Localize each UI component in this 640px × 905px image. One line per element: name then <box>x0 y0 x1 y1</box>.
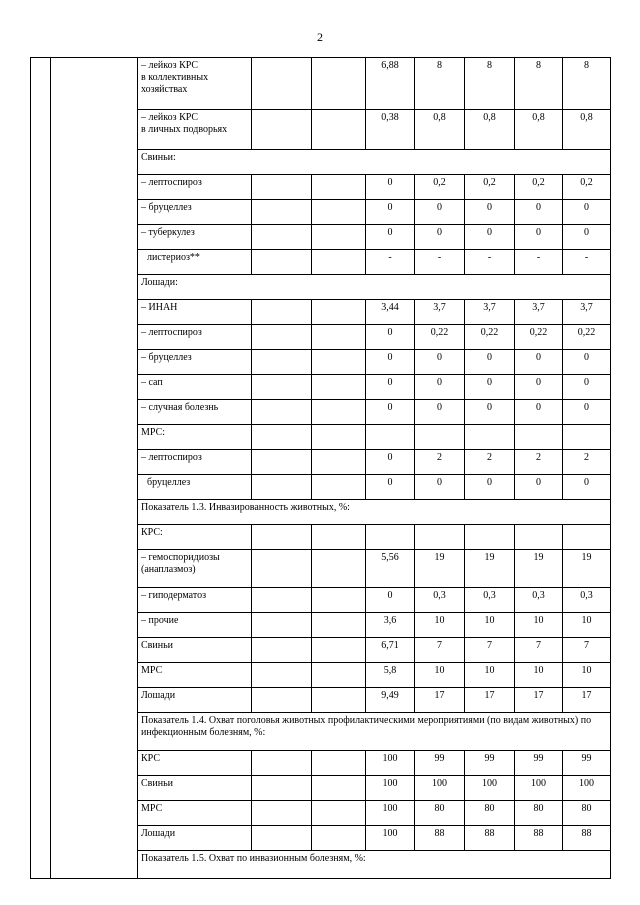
blank-cell <box>312 751 366 776</box>
value-cell <box>563 425 611 450</box>
value-cell <box>366 525 415 550</box>
blank-cell <box>252 200 312 225</box>
value-cell: - <box>415 250 465 275</box>
table-body <box>138 58 611 879</box>
blank-cell <box>312 425 366 450</box>
value-cell: 7 <box>515 638 563 663</box>
value-cell <box>563 525 611 550</box>
table-row <box>138 275 611 300</box>
value-cell: 0,2 <box>515 175 563 200</box>
value-cell <box>366 425 415 450</box>
blank-cell <box>312 638 366 663</box>
blank-cell <box>312 688 366 713</box>
blank-cell <box>312 225 366 250</box>
value-cell: 10 <box>415 663 465 688</box>
value-cell: 0 <box>563 200 611 225</box>
value-cell: 0 <box>366 375 415 400</box>
value-cell: 0 <box>515 400 563 425</box>
row-label-cell: – случная болезнь <box>138 400 252 425</box>
value-cell: 19 <box>563 550 611 588</box>
row-number-column <box>30 57 51 879</box>
value-cell: 0,2 <box>563 175 611 200</box>
value-cell: 5,56 <box>366 550 415 588</box>
table-row <box>138 776 611 801</box>
row-label-cell: – гемоспоридиозы (анаплазмоз) <box>138 550 252 588</box>
value-cell: 17 <box>465 688 515 713</box>
blank-cell <box>252 751 312 776</box>
value-cell: 0 <box>415 475 465 500</box>
table-row <box>138 250 611 275</box>
table-row <box>138 500 611 525</box>
value-cell: 3,7 <box>563 300 611 325</box>
row-label-cell: Лошади <box>138 826 252 851</box>
blank-cell <box>312 776 366 801</box>
value-cell: 0,22 <box>563 325 611 350</box>
blank-cell <box>252 688 312 713</box>
value-cell: 0,3 <box>415 588 465 613</box>
value-cell: 100 <box>366 776 415 801</box>
blank-cell <box>252 425 312 450</box>
table-row <box>138 826 611 851</box>
value-cell: 0 <box>515 375 563 400</box>
value-cell: 17 <box>563 688 611 713</box>
value-cell: 99 <box>515 751 563 776</box>
value-cell: 3,6 <box>366 613 415 638</box>
value-cell: 0 <box>366 400 415 425</box>
blank-cell <box>252 450 312 475</box>
value-cell: 9,49 <box>366 688 415 713</box>
blank-cell <box>312 325 366 350</box>
value-cell: 10 <box>465 613 515 638</box>
blank-cell <box>252 58 312 110</box>
page-number: 2 <box>317 30 323 44</box>
value-cell: 0 <box>515 200 563 225</box>
table-row <box>138 851 611 879</box>
table-row <box>138 150 611 175</box>
blank-cell <box>312 801 366 826</box>
value-cell: 88 <box>515 826 563 851</box>
value-cell: - <box>465 250 515 275</box>
row-label-cell: – сап <box>138 375 252 400</box>
table-row <box>138 801 611 826</box>
row-label-cell: КРС <box>138 751 252 776</box>
row-label-cell: – ИНАН <box>138 300 252 325</box>
row-label-cell: – лептоспироз <box>138 325 252 350</box>
value-cell: 0 <box>563 475 611 500</box>
section-header-cell: Лошади: <box>138 275 611 300</box>
value-cell: 80 <box>465 801 515 826</box>
value-cell: 19 <box>465 550 515 588</box>
value-cell: 0 <box>515 350 563 375</box>
row-label-cell: – туберкулез <box>138 225 252 250</box>
blank-cell <box>252 350 312 375</box>
value-cell: 80 <box>415 801 465 826</box>
value-cell: 0,2 <box>465 175 515 200</box>
table-row <box>138 550 611 588</box>
value-cell: 3,7 <box>415 300 465 325</box>
value-cell: 17 <box>415 688 465 713</box>
indicators-table <box>137 57 611 879</box>
blank-cell <box>252 400 312 425</box>
value-cell: 0 <box>465 375 515 400</box>
blank-cell <box>252 588 312 613</box>
value-cell: 0,3 <box>563 588 611 613</box>
value-cell: 10 <box>515 663 563 688</box>
blank-cell <box>252 175 312 200</box>
row-label-cell: МРС: <box>138 425 252 450</box>
value-cell: 0 <box>515 225 563 250</box>
value-cell: 0 <box>366 325 415 350</box>
row-label-cell: бруцеллез <box>138 475 252 500</box>
value-cell: 0 <box>563 225 611 250</box>
value-cell: 3,7 <box>465 300 515 325</box>
blank-cell <box>312 525 366 550</box>
value-cell: 2 <box>415 450 465 475</box>
value-cell: 10 <box>563 613 611 638</box>
value-cell <box>515 525 563 550</box>
value-cell: 0,22 <box>465 325 515 350</box>
blank-cell <box>252 375 312 400</box>
value-cell: 88 <box>415 826 465 851</box>
value-cell: 0 <box>415 400 465 425</box>
table-row <box>138 325 611 350</box>
value-cell: 0,3 <box>465 588 515 613</box>
blank-cell <box>252 776 312 801</box>
value-cell: 7 <box>415 638 465 663</box>
value-cell: 2 <box>465 450 515 475</box>
table-row <box>138 375 611 400</box>
table-row <box>138 58 611 110</box>
value-cell: 8 <box>465 58 515 110</box>
value-cell: 0 <box>465 200 515 225</box>
value-cell: 0 <box>465 475 515 500</box>
blank-cell <box>312 826 366 851</box>
value-cell: 0 <box>415 225 465 250</box>
table-row <box>138 713 611 751</box>
section-header-cell: Показатель 1.3. Инвазированность животных, %: <box>138 500 611 525</box>
value-cell: 100 <box>515 776 563 801</box>
value-cell: 10 <box>415 613 465 638</box>
blank-cell <box>252 525 312 550</box>
value-cell: 3,44 <box>366 300 415 325</box>
row-label-cell: – лептоспироз <box>138 175 252 200</box>
value-cell: 100 <box>366 801 415 826</box>
blank-cell <box>312 613 366 638</box>
row-label-cell: – лейкоз КРС в личных подворьях <box>138 110 252 150</box>
value-cell: 8 <box>415 58 465 110</box>
table-row <box>138 663 611 688</box>
table-row <box>138 110 611 150</box>
value-cell: 80 <box>515 801 563 826</box>
value-cell <box>465 425 515 450</box>
section-header-cell: Показатель 1.5. Охват по инвазионным болезням, %: <box>138 851 611 879</box>
value-cell: 0,22 <box>515 325 563 350</box>
row-label-cell: – гиподерматоз <box>138 588 252 613</box>
blank-cell <box>312 300 366 325</box>
value-cell: 19 <box>415 550 465 588</box>
value-cell: 0 <box>366 450 415 475</box>
blank-cell <box>312 588 366 613</box>
value-cell <box>515 425 563 450</box>
blank-cell <box>312 663 366 688</box>
value-cell: 88 <box>465 826 515 851</box>
table-row <box>138 425 611 450</box>
row-label-cell: – лейкоз КРС в коллективных хозяйствах <box>138 58 252 110</box>
row-label-cell: – лептоспироз <box>138 450 252 475</box>
table-row <box>138 588 611 613</box>
blank-cell <box>252 300 312 325</box>
value-cell: 7 <box>563 638 611 663</box>
table-row <box>138 300 611 325</box>
blank-cell <box>312 200 366 225</box>
blank-cell <box>252 550 312 588</box>
value-cell: 0,2 <box>415 175 465 200</box>
table-row <box>138 525 611 550</box>
blank-cell <box>312 110 366 150</box>
blank-cell <box>312 450 366 475</box>
value-cell: 100 <box>563 776 611 801</box>
blank-cell <box>252 250 312 275</box>
value-cell: 17 <box>515 688 563 713</box>
value-cell: 0,8 <box>515 110 563 150</box>
blank-cell <box>252 110 312 150</box>
value-cell: 0 <box>515 475 563 500</box>
value-cell: 100 <box>415 776 465 801</box>
blank-cell <box>312 250 366 275</box>
row-label-cell: МРС <box>138 663 252 688</box>
value-cell <box>415 425 465 450</box>
value-cell <box>415 525 465 550</box>
value-cell: 19 <box>515 550 563 588</box>
value-cell: 0 <box>366 350 415 375</box>
value-cell: 3,7 <box>515 300 563 325</box>
value-cell: 0 <box>465 400 515 425</box>
value-cell: 2 <box>563 450 611 475</box>
blank-cell <box>312 375 366 400</box>
value-cell: 0,8 <box>465 110 515 150</box>
value-cell: 8 <box>563 58 611 110</box>
value-cell: 0,8 <box>563 110 611 150</box>
table-row <box>138 751 611 776</box>
blank-cell <box>252 801 312 826</box>
table-row <box>138 400 611 425</box>
blank-cell <box>252 663 312 688</box>
value-cell: 0,8 <box>415 110 465 150</box>
value-cell: 99 <box>415 751 465 776</box>
value-cell: 100 <box>366 826 415 851</box>
value-cell: 0,38 <box>366 110 415 150</box>
indicator-name-column <box>51 57 137 879</box>
blank-cell <box>252 475 312 500</box>
table-row <box>138 450 611 475</box>
value-cell: 80 <box>563 801 611 826</box>
row-label-cell: Свиньи <box>138 638 252 663</box>
row-label-cell: МРС <box>138 801 252 826</box>
blank-cell <box>312 400 366 425</box>
value-cell: 0 <box>465 225 515 250</box>
value-cell: 0,22 <box>415 325 465 350</box>
value-cell: 0 <box>415 375 465 400</box>
value-cell: 10 <box>465 663 515 688</box>
blank-cell <box>312 550 366 588</box>
blank-cell <box>312 58 366 110</box>
row-label-cell: листериоз** <box>138 250 252 275</box>
value-cell: 5,8 <box>366 663 415 688</box>
value-cell: 100 <box>366 751 415 776</box>
value-cell: 8 <box>515 58 563 110</box>
value-cell: 0 <box>415 200 465 225</box>
table-row <box>138 638 611 663</box>
table-row <box>138 225 611 250</box>
value-cell: 0 <box>563 375 611 400</box>
value-cell: 10 <box>563 663 611 688</box>
value-cell: 0 <box>563 350 611 375</box>
value-cell: - <box>515 250 563 275</box>
blank-cell <box>252 826 312 851</box>
table-row <box>138 350 611 375</box>
row-label-cell: Свиньи <box>138 776 252 801</box>
blank-cell <box>252 638 312 663</box>
row-label-cell: – бруцеллез <box>138 200 252 225</box>
blank-cell <box>312 475 366 500</box>
blank-cell <box>312 175 366 200</box>
value-cell: 0 <box>366 175 415 200</box>
value-cell: 0,3 <box>515 588 563 613</box>
value-cell: 7 <box>465 638 515 663</box>
value-cell: 6,88 <box>366 58 415 110</box>
value-cell: 0 <box>415 350 465 375</box>
value-cell: 0 <box>366 225 415 250</box>
blank-cell <box>252 325 312 350</box>
value-cell: 99 <box>563 751 611 776</box>
table-row <box>138 688 611 713</box>
value-cell: 6,71 <box>366 638 415 663</box>
table-row <box>138 200 611 225</box>
value-cell: 10 <box>515 613 563 638</box>
value-cell: 88 <box>563 826 611 851</box>
value-cell: 0 <box>563 400 611 425</box>
value-cell: 0 <box>366 475 415 500</box>
table-row <box>138 475 611 500</box>
section-header-cell: Показатель 1.4. Охват поголовья животных профилактическими мероприятиями (по видам животных) по инфекционным болезням, %: <box>138 713 611 751</box>
value-cell: 100 <box>465 776 515 801</box>
value-cell: 2 <box>515 450 563 475</box>
table-row <box>138 613 611 638</box>
row-label-cell: Лошади <box>138 688 252 713</box>
value-cell: - <box>366 250 415 275</box>
value-cell: - <box>563 250 611 275</box>
table-row <box>138 175 611 200</box>
blank-cell <box>252 613 312 638</box>
blank-cell <box>252 225 312 250</box>
section-header-cell: Свиньи: <box>138 150 611 175</box>
blank-cell <box>312 350 366 375</box>
value-cell <box>465 525 515 550</box>
row-label-cell: КРС: <box>138 525 252 550</box>
value-cell: 0 <box>366 200 415 225</box>
value-cell: 0 <box>465 350 515 375</box>
value-cell: 99 <box>465 751 515 776</box>
row-label-cell: – бруцеллез <box>138 350 252 375</box>
value-cell: 0 <box>366 588 415 613</box>
row-label-cell: – прочие <box>138 613 252 638</box>
